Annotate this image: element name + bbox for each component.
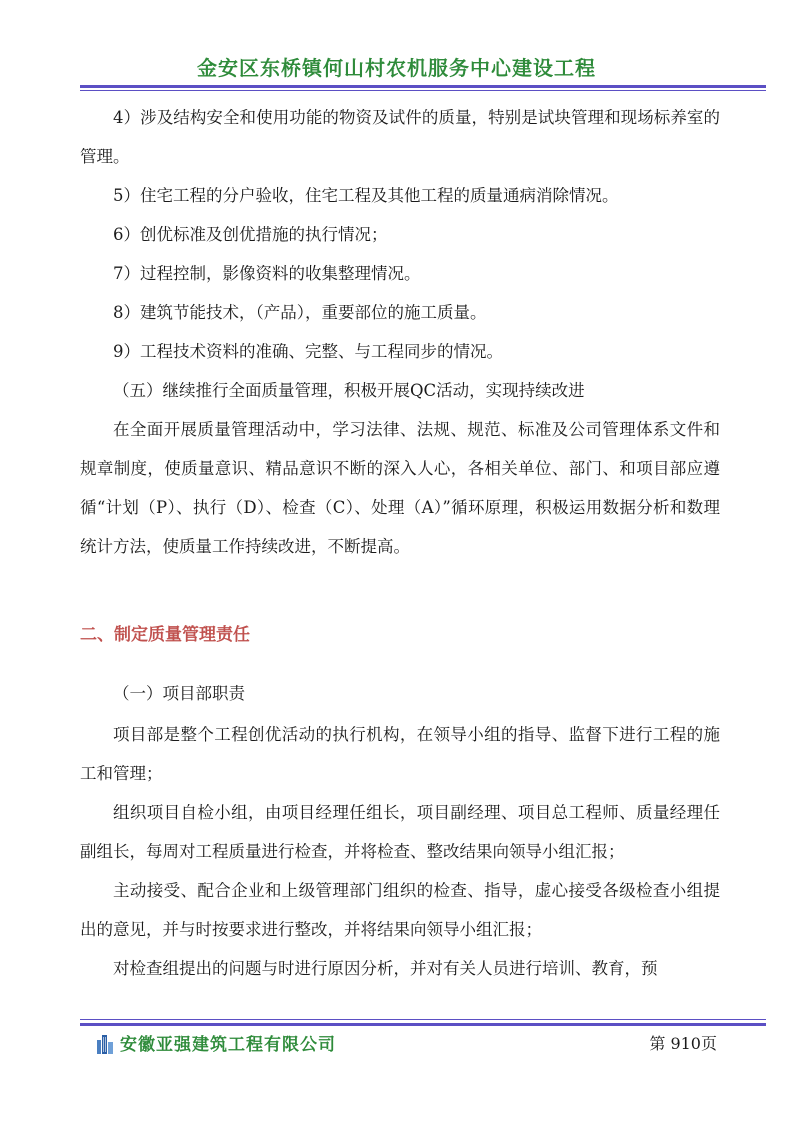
paragraph: 主动接受、配合企业和上级管理部门组织的检查、指导，虚心接受各级检查小组提出的意见，并与时按要求进行整改，并将结果向领导小组汇报； bbox=[80, 881, 720, 939]
paragraph: 7）过程控制，影像资料的收集整理情况。 bbox=[113, 264, 421, 283]
paragraph: 项目部是整个工程创优活动的执行机构，在领导小组的指导、监督下进行工程的施工和管理； bbox=[80, 725, 720, 783]
footer-rule-thin bbox=[80, 1019, 766, 1020]
paragraph: 组织项目自检小组，由项目经理任组长，项目副经理、项目总工程师、质量经理任副组长，每周对工程质量进行检查，并将检查、整改结果向领导小组汇报； bbox=[80, 803, 720, 861]
subsection-title: （五）继续推行全面质量管理，积极开展QC活动，实现持续改进 bbox=[113, 381, 585, 400]
company-name: 安徽亚强建筑工程有限公司 bbox=[120, 1035, 336, 1055]
paragraph: 9）工程技术资料的准确、完整、与工程同步的情况。 bbox=[113, 342, 503, 361]
paragraph: 对检查组提出的问题与时进行原因分析，并对有关人员进行培训、教育，预 bbox=[113, 959, 658, 978]
section-heading: 二、制定质量管理责任 bbox=[80, 625, 250, 645]
paragraph: 在全面开展质量管理活动中，学习法律、法规、规范、标准及公司管理体系文件和规章制度，使质量意识、精品意识不断的深入人心，各相关单位、部门、和项目部应遵循“计划（P）、执行（D）、检查（C）、处理（A）”循环原理，积极运用数据分析和数理统计方法，使质量工作持续改进，不断提高。 bbox=[80, 420, 720, 556]
footer-rule-thick bbox=[80, 1023, 766, 1026]
subsection-title: （一）项目部职责 bbox=[113, 684, 245, 703]
body-text bbox=[80, 98, 720, 566]
section-body bbox=[80, 673, 720, 988]
footer-company bbox=[96, 1030, 336, 1055]
paragraph: 5）住宅工程的分户验收，住宅工程及其他工程的质量通病消除情况。 bbox=[113, 186, 619, 205]
header-rule-thick bbox=[80, 85, 766, 88]
paragraph: 4）涉及结构安全和使用功能的物资及试件的质量，特别是试块管理和现场标养室的管理。 bbox=[80, 108, 720, 166]
page-number: 第 910页 bbox=[649, 1034, 717, 1053]
paragraph: 6）创优标准及创优措施的执行情况； bbox=[113, 225, 388, 244]
building-logo-icon bbox=[96, 1032, 114, 1054]
paragraph: 8）建筑节能技术，（产品），重要部位的施工质量。 bbox=[113, 303, 487, 322]
document-title: 金安区东桥镇何山村农机服务中心建设工程 bbox=[197, 56, 596, 80]
header-rule-thin bbox=[80, 90, 766, 91]
